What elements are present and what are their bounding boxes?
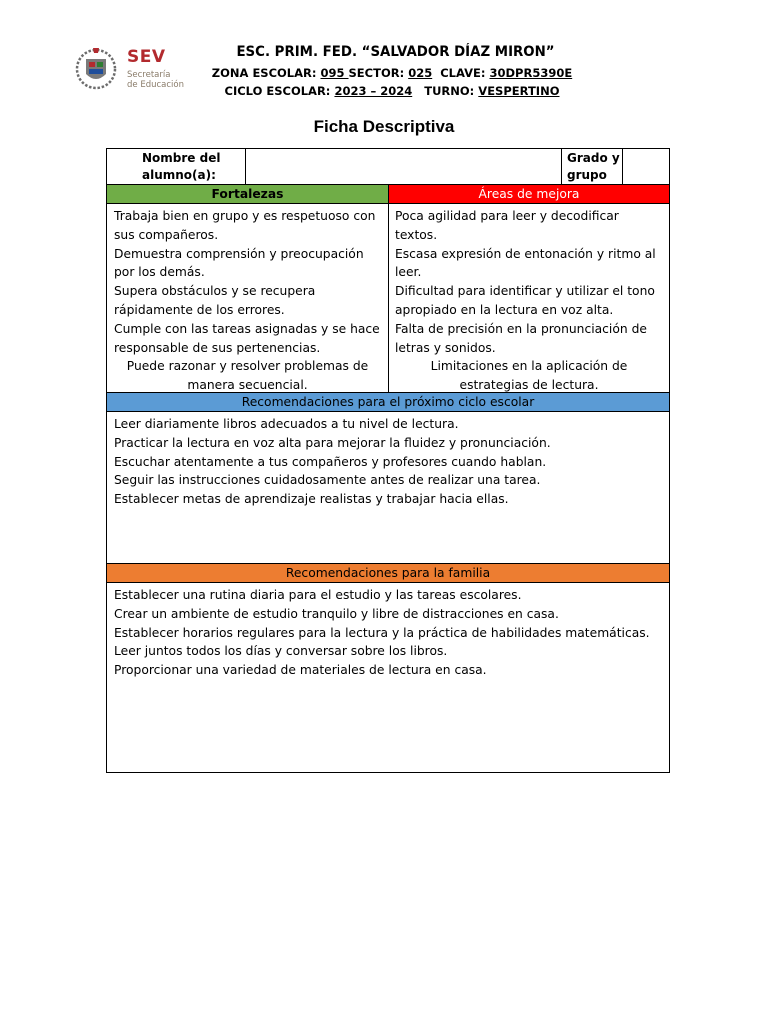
logo-name: SEV [127,47,166,67]
mejora-list [389,204,669,393]
list-item: Practicar la lectura en voz alta para mejorar la fluidez y pronunciación. [114,435,551,450]
list-item: Seguir las instrucciones cuidadosamente antes de realizar una tarea. [114,473,541,488]
grade-group-label: Grado y grupo [562,149,623,185]
logo-line-1: Secretaría [127,70,171,80]
proximo-ciclo-heading: Recomendaciones para el próximo ciclo escolar [107,393,669,412]
descriptive-form-table [106,148,670,773]
list-item: Leer juntos todos los días y conversar sobre los libros. [114,644,448,659]
list-item: Trabaja bien en grupo y es respetuoso con sus compañeros. [114,209,376,242]
list-item: Falta de precisión en la pronunciación de letras y sonidos. [395,321,647,355]
list-item: Establecer metas de aprendizaje realistas y trabajar hacia ellas. [114,492,509,507]
fortalezas-heading: Fortalezas [107,185,389,204]
school-info-line-1: ZONA ESCOLAR: 095 SECTOR: 025 CLAVE: 30DPR5390E [211,66,573,80]
list-item: Crear un ambiente de estudio tranquilo y libre de distracciones en casa. [114,606,559,621]
fortalezas-list [107,204,389,393]
list-item: Demuestra comprensión y preocupación por los demás. [114,246,364,280]
familia-heading: Recomendaciones para la familia [107,564,669,583]
mejora-heading: Áreas de mejora [389,185,669,204]
list-item: Limitaciones en la aplicación de estrategias de lectura. [430,359,628,393]
list-item: Supera obstáculos y se recupera rápidamente de los errores. [114,284,316,317]
list-item: Establecer horarios regulares para la lectura y la práctica de habilidades matemáticas. [114,625,650,640]
student-name-field[interactable] [246,149,562,185]
list-item: Escuchar atentamente a tus compañeros y profesores cuando hablan. [114,454,547,469]
list-item: Poca agilidad para leer y decodificar textos. [395,209,619,242]
list-item: Escasa expresión de entonación y ritmo al leer. [395,246,656,280]
school-name: ESC. PRIM. FED. “SALVADOR DÍAZ MIRON” [236,44,555,60]
list-item: Puede razonar y resolver problemas de manera secuencial. [126,359,369,393]
familia-list [107,583,669,772]
list-item: Proporcionar una variedad de materiales de lectura en casa. [114,663,487,678]
list-item: Leer diariamente libros adecuados a tu nivel de lectura. [114,417,459,431]
proximo-ciclo-list [107,412,669,564]
student-name-label: Nombre del alumno(a): [107,149,246,185]
grade-group-field[interactable] [623,149,669,185]
logo-line-2: de Educación [127,80,184,90]
list-item: Establecer una rutina diaria para el estudio y las tareas escolares. [114,588,522,602]
list-item: Cumple con las tareas asignadas y se hace responsable de sus pertenencias. [114,321,380,355]
school-info-line-2: CICLO ESCOLAR: 2023 – 2024 TURNO: VESPERTINO [224,84,560,98]
page-title: Ficha Descriptiva [313,117,455,136]
list-item: Dificultad para identificar y utilizar el tono apropiado en la lectura en voz alta. [395,284,655,317]
